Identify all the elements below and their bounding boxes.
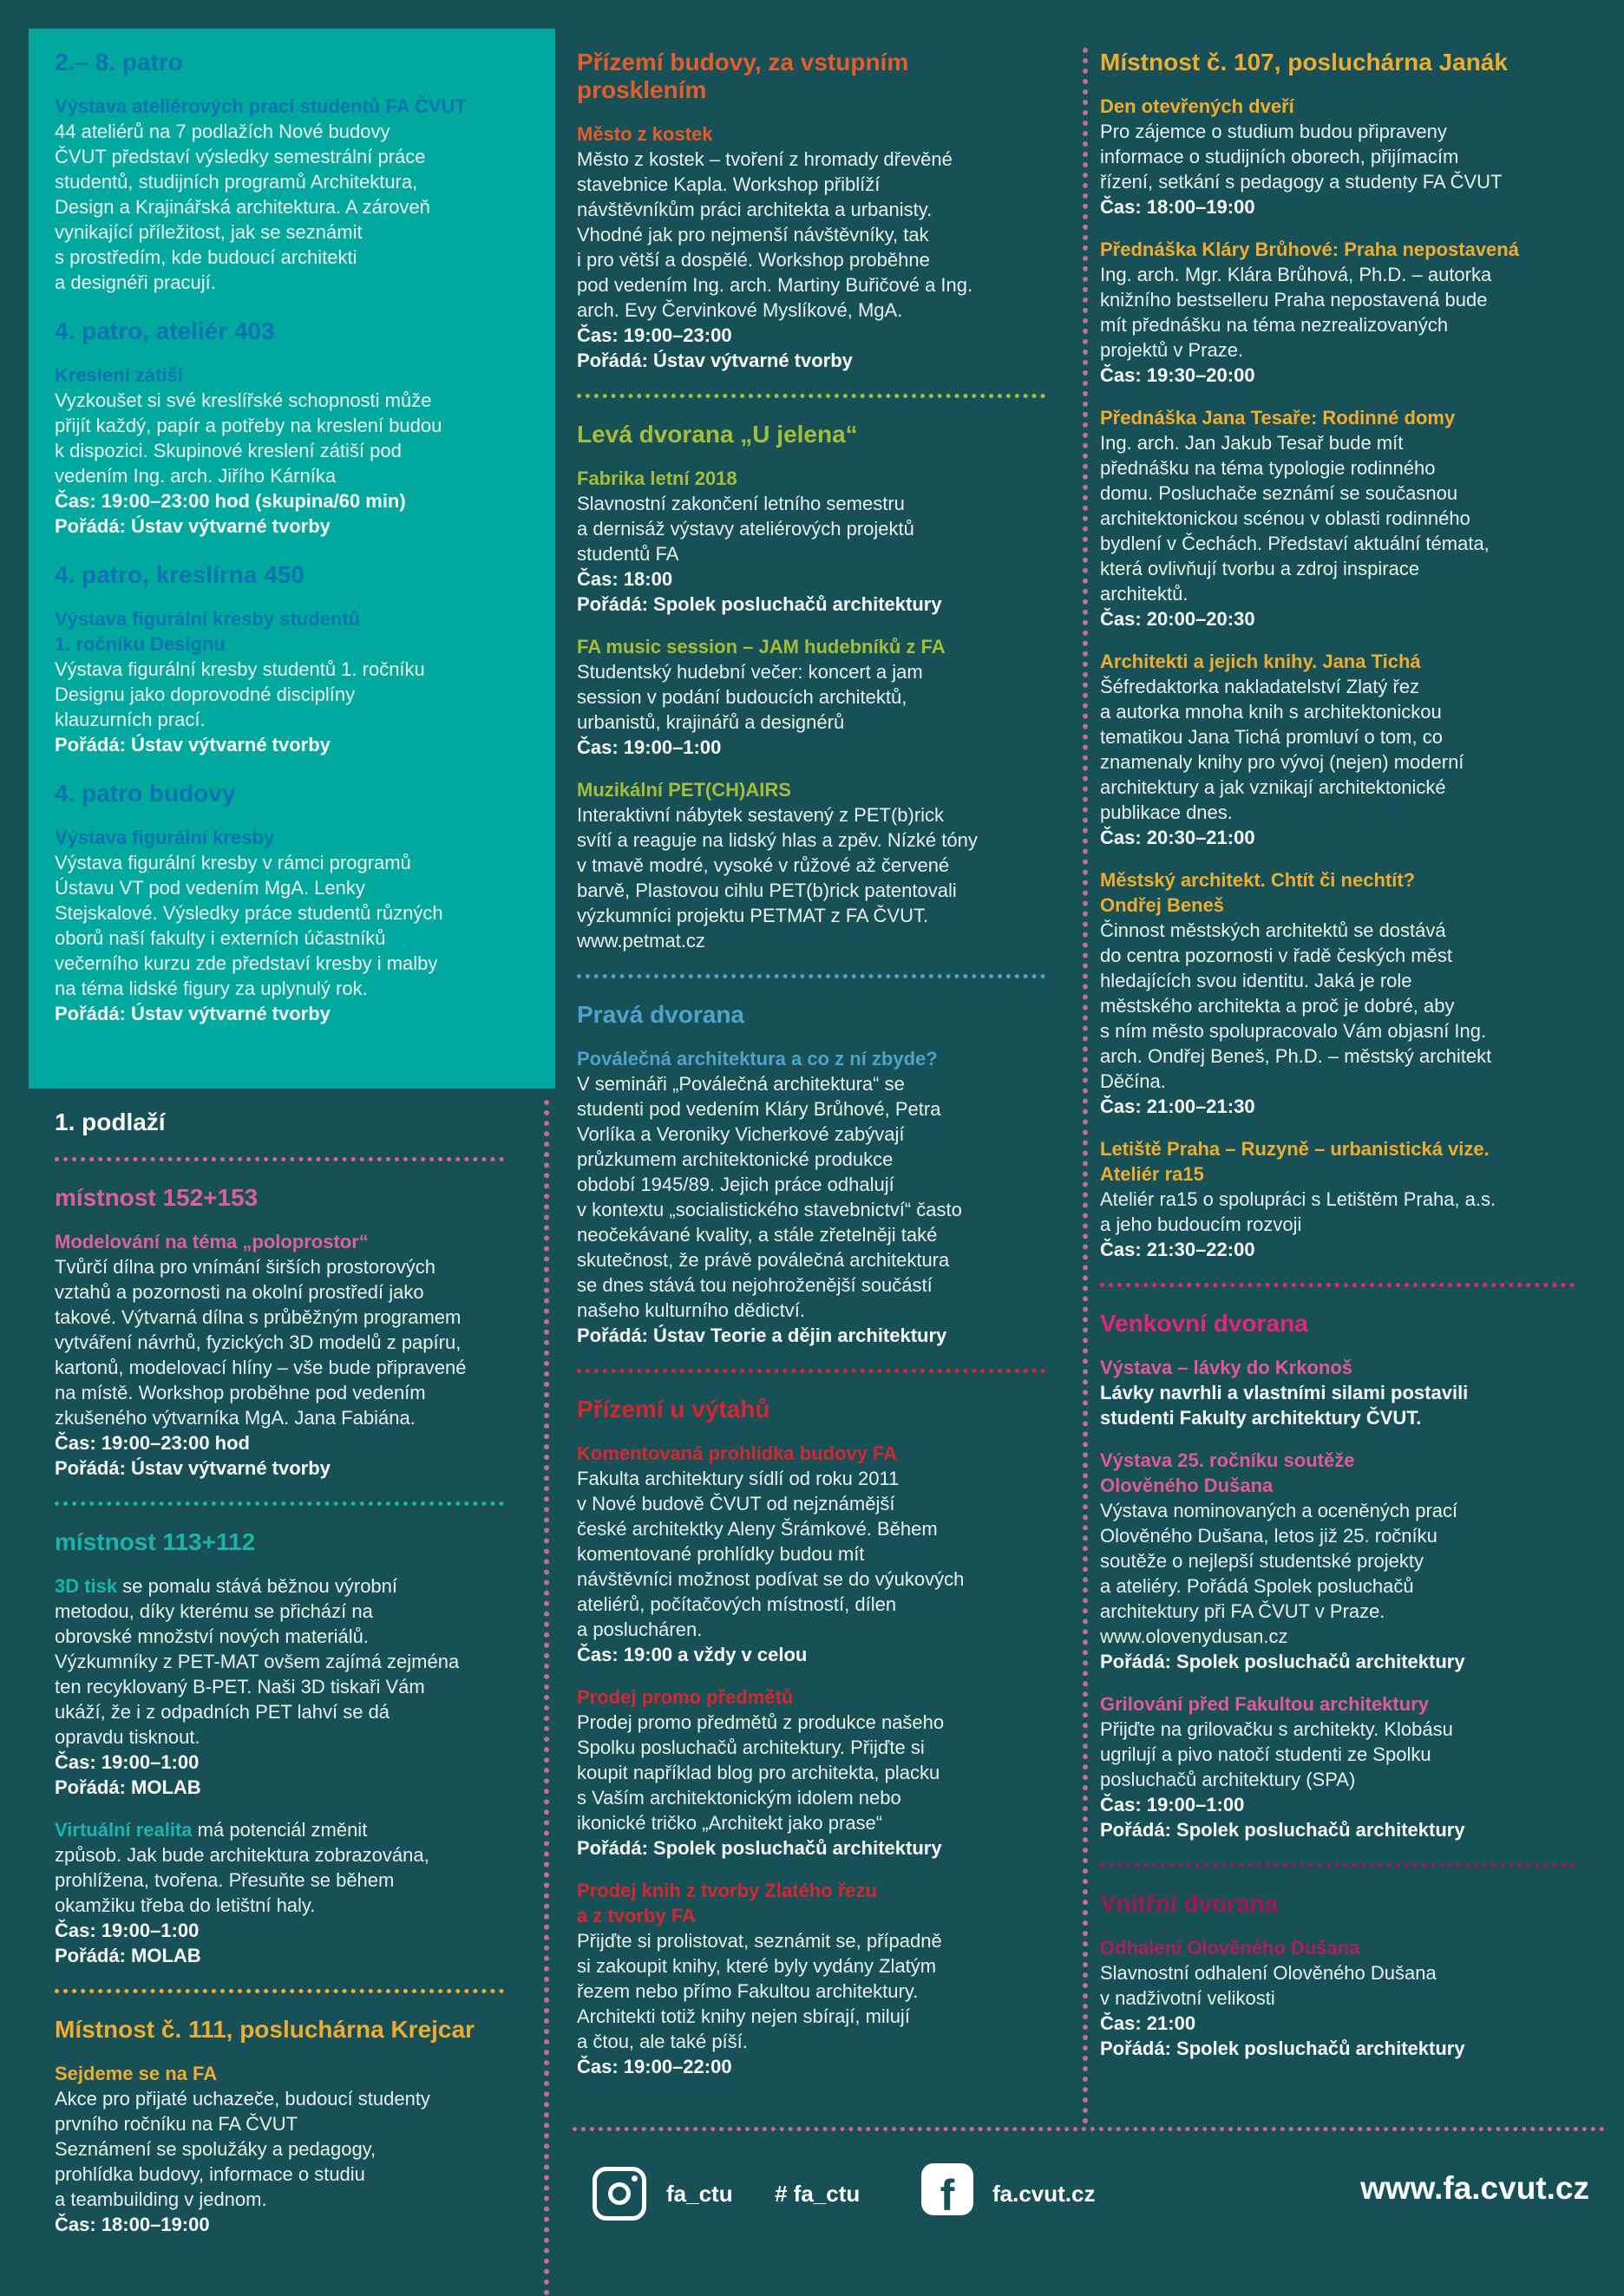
event-title: Fabrika letní 2018: [577, 468, 737, 489]
section-title: Místnost č. 111, posluchárna Krejcar: [55, 2016, 475, 2043]
column-left-bottom: [55, 1103, 523, 2237]
event-meta: Pořádá: Spolek posluchačů architektury: [577, 593, 942, 615]
event-description: Činnost městských architektů se dostává do centra pozornosti v řadě českých měst hledajících svou identitu. Jaká je role městského architekta a proč je dobré, aby s ním město spolupracovalo Vám objasní Ing. arch. Ondřej Beneš, Ph.D. – městský architekt Děčína.: [1100, 919, 1492, 1092]
facebook-icon[interactable]: [921, 2163, 973, 2220]
section-divider: [1100, 1283, 1575, 1287]
event-description: Slavnostní zakončení letního semestru a dernisáž výstavy ateliérových projektů studentů FA: [577, 493, 914, 565]
column-right: [1100, 43, 1595, 2061]
event-meta: Čas: 18:00–19:00: [55, 2214, 210, 2235]
event-description: Lávky navrhli a vlastními silami postavili studenti Fakulty architektury ČVUT.: [1100, 1382, 1469, 1429]
event-meta: Pořádá: Ústav výtvarné tvorby: [55, 1003, 331, 1024]
event-title: Letiště Praha – Ruzyně – urbanistická vize. Ateliér ra15: [1100, 1138, 1490, 1185]
section-title: Vnitřní dvorana: [1100, 1890, 1279, 1917]
event-title: Grilování před Fakultou architektury: [1100, 1693, 1429, 1715]
event-description: Pro zájemce o studium budou připraveny informace o studijních oborech, přijímacím řízení, setkání s pedagogy a studenty FA ČVUT: [1100, 121, 1503, 193]
event-meta: Čas: 20:30–21:00: [1100, 827, 1255, 848]
event-meta: Pořádá: Spolek posluchačů architektury: [1100, 2038, 1465, 2059]
column-left-top: [55, 43, 523, 1026]
event-meta: Čas: 21:30–22:00: [1100, 1239, 1255, 1260]
event-meta: Čas: 18:00: [577, 568, 673, 590]
event-meta: Čas: 19:00–23:00 hod (skupina/60 min): [55, 490, 406, 512]
event-description: Slavnostní odhalení Olověného Dušana v nadživotní velikosti: [1100, 1962, 1437, 2009]
instagram-flash-dot-icon: [632, 2175, 638, 2182]
event-meta: Čas: 21:00: [1100, 2012, 1196, 2034]
event-meta: Čas: 19:00–22:00: [577, 2056, 732, 2077]
event-meta: Čas: 19:00–1:00: [55, 1751, 200, 1773]
event-title: Kreslení zátiší: [55, 364, 183, 386]
section-title: Levá dvorana „U jelena“: [577, 421, 858, 448]
event-title: Poválečná architektura a co z ní zbyde?: [577, 1048, 938, 1070]
event-description: 44 ateliérů na 7 podlažích Nové budovy ČVUT představí výsledky semestrální práce studentů, studijních programů Architektura, Design a Krajinářská architektura. A zároveň vynikající příležitost, jak se seznámit s prostředím, kde budoucí architekti a designéři pracují.: [55, 121, 430, 293]
event-title: Virtuální realita: [55, 1819, 193, 1841]
section-title: Venkovní dvorana: [1100, 1310, 1308, 1337]
section-title: 1. podlaží: [55, 1109, 166, 1135]
event-description: Virtuální realita má potenciál změnit způsob. Jak bude architektura zobrazována, prohlížena, tvořena. Přesuňte se během okamžiku třeba do letištní haly.: [55, 1819, 429, 1916]
event-title: Městský architekt. Chtít či nechtít? Ondřej Beneš: [1100, 869, 1416, 916]
section-title: Přízemí budovy, za vstupním prosklením: [577, 49, 909, 103]
section-title: 4. patro budovy: [55, 780, 236, 807]
section-divider: [577, 394, 1045, 398]
event-title: Výstava figurální kresby: [55, 827, 275, 848]
footer-divider-dots: [573, 2127, 1605, 2131]
event-meta: Pořádá: Ústav výtvarné tvorby: [577, 350, 853, 371]
event-description: Výstava nominovaných a oceněných prací Olověného Dušana, letos již 25. ročníku soutěže o nejlepší studentské projekty a ateliéry. Pořádá Spolek posluchačů architektury při FA ČVUT v Praze. www.olovenydusan.cz: [1100, 1500, 1458, 1647]
section-title: 4. patro, kreslírna 450: [55, 561, 304, 588]
instagram-hashtag[interactable]: # fa_ctu: [775, 2181, 861, 2207]
instagram-handle[interactable]: fa_ctu: [666, 2181, 733, 2207]
section-title: místnost 152+153: [55, 1184, 259, 1211]
event-description: Město z kostek – tvoření z hromady dřevěné stavebnice Kapla. Workshop přiblíží návštěvníkům práci architekta a urbanisty. Vhodné jak pro nejmenší návštěvníky, tak i pro větší a dospělé. Workshop proběhne pod vedením Ing. arch. Martiny Buřičové a Ing. arch. Evy Červinkové Myslíkové, MgA.: [577, 148, 973, 321]
section-title: 2.– 8. patro: [55, 49, 183, 75]
event-title: Město z kostek: [577, 123, 713, 145]
event-meta: Pořádá: Spolek posluchačů architektury: [1100, 1819, 1465, 1841]
event-title: FA music session – JAM hudebníků z FA: [577, 636, 946, 657]
event-description: Akce pro přijaté uchazeče, budoucí studenty prvního ročníku na FA ČVUT Seznámení se spolužáky a pedagogy, prohlídka budovy, informace o studiu a teambuilding v jednom.: [55, 2088, 430, 2210]
event-meta: Čas: 19:30–20:00: [1100, 364, 1255, 386]
facebook-f-glyph: f: [940, 2171, 955, 2220]
event-meta: Pořádá: Spolek posluchačů architektury: [1100, 1651, 1465, 1672]
event-description: Studentský hudební večer: koncert a jam session v podání budoucích architektů, urbanistů, krajinářů a designérů: [577, 661, 923, 733]
section-divider: [55, 1157, 504, 1161]
event-meta: Pořádá: Ústav výtvarné tvorby: [55, 734, 331, 756]
column-middle: [577, 43, 1064, 2079]
event-title: Komentovaná prohlídka budovy FA: [577, 1442, 898, 1464]
instagram-lens-icon: [608, 2182, 631, 2205]
event-meta: Pořádá: Ústav Teorie a dějin architektury: [577, 1325, 947, 1346]
section-divider: [577, 1369, 1045, 1373]
facebook-page-label[interactable]: fa.cvut.cz: [992, 2181, 1096, 2207]
event-meta: Čas: 18:00–19:00: [1100, 196, 1255, 218]
event-description: Ing. arch. Mgr. Klára Brůhová, Ph.D. – autorka knižního bestselleru Praha nepostavená bude mít přednášku na téma nezrealizovaných projektů v Praze.: [1100, 264, 1492, 361]
event-meta: Čas: 19:00–23:00: [577, 324, 732, 346]
event-meta: Čas: 19:00–23:00 hod: [55, 1432, 250, 1454]
event-title: Výstava – lávky do Krkonoš: [1100, 1357, 1353, 1378]
event-meta: Pořádá: Spolek posluchačů architektury: [577, 1837, 942, 1859]
event-description: Ing. arch. Jan Jakub Tesař bude mít přednášku na téma typologie rodinného domu. Posluchače seznámí se současnou architektonickou scénou v oblasti rodinného bydlení v Čechách. Představí aktuální témata, která ovlivňují tvorbu a zdroj inspirace architektů.: [1100, 432, 1490, 605]
event-title: Prodej knih z tvorby Zlatého řezu a z tvorby FA: [577, 1880, 877, 1926]
event-description: Přijďte si prolistovat, seznámit se, případně si zakoupit knihy, které byly vydány Zlatým řezem nebo přímo Fakultou architektury. Architekti totiž knihy nejen sbírají, milují a čtou, ale také píší.: [577, 1930, 942, 2052]
event-meta: Čas: 19:00–1:00: [55, 1920, 200, 1941]
event-title: Výstava 25. ročníku soutěže Olověného Dušana: [1100, 1449, 1355, 1496]
section-title: Pravá dvorana: [577, 1001, 744, 1028]
event-description: Prodej promo předmětů z produkce našeho Spolku posluchačů architektury. Přijďte si koupit například blog pro architekta, placku s Vaším architektonickým idolem nebo ikonické tričko „Architekt jako prase“: [577, 1711, 945, 1834]
event-title: Přednáška Kláry Brůhové: Praha nepostavená: [1100, 239, 1519, 260]
link[interactable]: www.petmat.cz: [577, 930, 705, 952]
event-meta: Čas: 19:00–1:00: [1100, 1794, 1245, 1815]
section-title: Místnost č. 107, posluchárna Janák: [1100, 49, 1508, 75]
event-description: Ateliér ra15 o spolupráci s Letištěm Praha, a.s. a jeho budoucím rozvoji: [1100, 1188, 1496, 1235]
event-title: Přednáška Jana Tesaře: Rodinné domy: [1100, 407, 1456, 428]
column-separator-dots: [544, 1100, 549, 2296]
event-meta: Čas: 20:00–20:30: [1100, 608, 1255, 630]
website-url[interactable]: www.fa.cvut.cz: [1360, 2170, 1589, 2206]
event-title: Prodej promo předmětů: [577, 1686, 794, 1708]
event-title: Muzikální PET(CH)AIRS: [577, 779, 791, 801]
section-divider: [1100, 1863, 1575, 1868]
event-description: V semináři „Poválečná architektura“ se studenti pod vedením Kláry Brůhové, Petra Vorlíka a Veroniky Vicherkové zabývají průzkumem architektonické produkce období 1945/89. Jejich práce odhalují v kontextu „socialistického stavebnictví“ často neočekávané kvality, a stále zřetelněji také skutečnost, že právě poválečná architektura se dnes stává tou nejohroženější součástí našeho kulturního dědictví.: [577, 1073, 962, 1321]
event-description: Výstava figurální kresby studentů 1. ročníku Designu jako doprovodné disciplíny klauzurních prací.: [55, 658, 425, 730]
section-divider: [55, 1501, 504, 1506]
event-description: Šéfredaktorka nakladatelství Zlatý řez a autorka mnoha knih s architektonickou tematikou Jana Tichá promluví o tom, co znamenaly knihy pro vývoj (nejen) moderní architektury a jak vznikají architektonické publikace dnes.: [1100, 676, 1464, 823]
event-description: Fakulta architektury sídlí od roku 2011 v Nové budově ČVUT od nejznámější české architektky Aleny Šrámkové. Během komentované prohlídky budou mít návštěvníci možnost podívat se do výukových ateliérů, počítačových místností, dílen a poslucháren.: [577, 1468, 965, 1640]
event-description: Interaktivní nábytek sestavený z PET(b)rick svítí a reaguje na lidský hlas a zpěv. Nízké tóny v tmavě modré, vysoké v růžové až červené barvě, Plastovou cihlu PET(b)rick patentovali výzkumníci projektu PETMAT z FA ČVUT. www.petmat.cz: [577, 804, 978, 952]
section-divider: [55, 1989, 504, 1993]
event-title: Výstava ateliérových prací studentů FA ČVUT: [55, 95, 467, 117]
event-title: Modelování na téma „poloprostor“: [55, 1231, 369, 1253]
section-title: místnost 113+112: [55, 1528, 256, 1555]
section-title: 4. patro, ateliér 403: [55, 317, 275, 344]
event-meta: Čas: 19:00 a vždy v celou: [577, 1644, 808, 1665]
event-title: 3D tisk: [55, 1575, 118, 1597]
event-meta: Čas: 21:00–21:30: [1100, 1096, 1255, 1117]
event-title: Architekti a jejich knihy. Jana Tichá: [1100, 651, 1421, 672]
event-meta: Pořádá: Ústav výtvarné tvorby: [55, 515, 331, 537]
event-description: Tvůrčí dílna pro vnímání širších prostorových vztahů a pozornosti na okolní prostředí jako takové. Výtvarná dílna s průběžným programem vytváření návrhů, fyzických 3D modelů z papíru, kartonů, modelovací hlíny – vše bude připravené na místě. Workshop proběhne pod vedením zkušeného výtvarníka MgA. Jana Fabiána.: [55, 1256, 467, 1429]
link[interactable]: www.olovenydusan.cz: [1100, 1626, 1288, 1647]
column-separator-dots: [1083, 48, 1088, 2125]
event-meta: Pořádá: MOLAB: [55, 1776, 201, 1798]
event-meta: Pořádá: MOLAB: [55, 1945, 201, 1966]
event-meta: Pořádá: Ústav výtvarné tvorby: [55, 1457, 331, 1479]
event-description: 3D tisk se pomalu stává běžnou výrobní metodou, díky kterému se přichází na obrovské množství nových materiálů. Výzkumníky z PET-MAT ovšem zajímá zejména ten recyklovaný B-PET. Naši 3D tiskaři Vám ukáží, že i z odpadních PET lahví se dá opravdu tisknout.: [55, 1575, 460, 1748]
section-title: Přízemí u výtahů: [577, 1396, 770, 1423]
event-title: Výstava figurální kresby studentů 1. ročníku Designu: [55, 608, 361, 655]
event-title: Odhalení Olověného Dušana: [1100, 1937, 1360, 1959]
event-description: Přijďte na grilovačku s architekty. Klobásu ugrilují a pivo natočí studenti ze Spolku posluchačů architektury (SPA): [1100, 1718, 1453, 1790]
event-meta: Čas: 19:00–1:00: [577, 736, 722, 758]
instagram-icon[interactable]: [593, 2167, 646, 2221]
event-title: Den otevřených dveří: [1100, 95, 1294, 117]
event-description: Výstava figurální kresby v rámci programů Ústavu VT pod vedením MgA. Lenky Stejskalové. Výsledky práce studentů různých oborů naší fakulty i externích účastníků večerního kurzu zde představí kresby i malby na téma lidské figury za uplynulý rok.: [55, 852, 443, 999]
event-title: Sejdeme se na FA: [55, 2063, 218, 2084]
section-divider: [577, 974, 1045, 978]
event-description: Vyzkoušet si své kreslířské schopnosti může přijít každý, papír a potřeby na kreslení budou k dispozici. Skupinové kreslení zátiší pod vedením Ing. arch. Jiřího Kárníka: [55, 389, 442, 487]
